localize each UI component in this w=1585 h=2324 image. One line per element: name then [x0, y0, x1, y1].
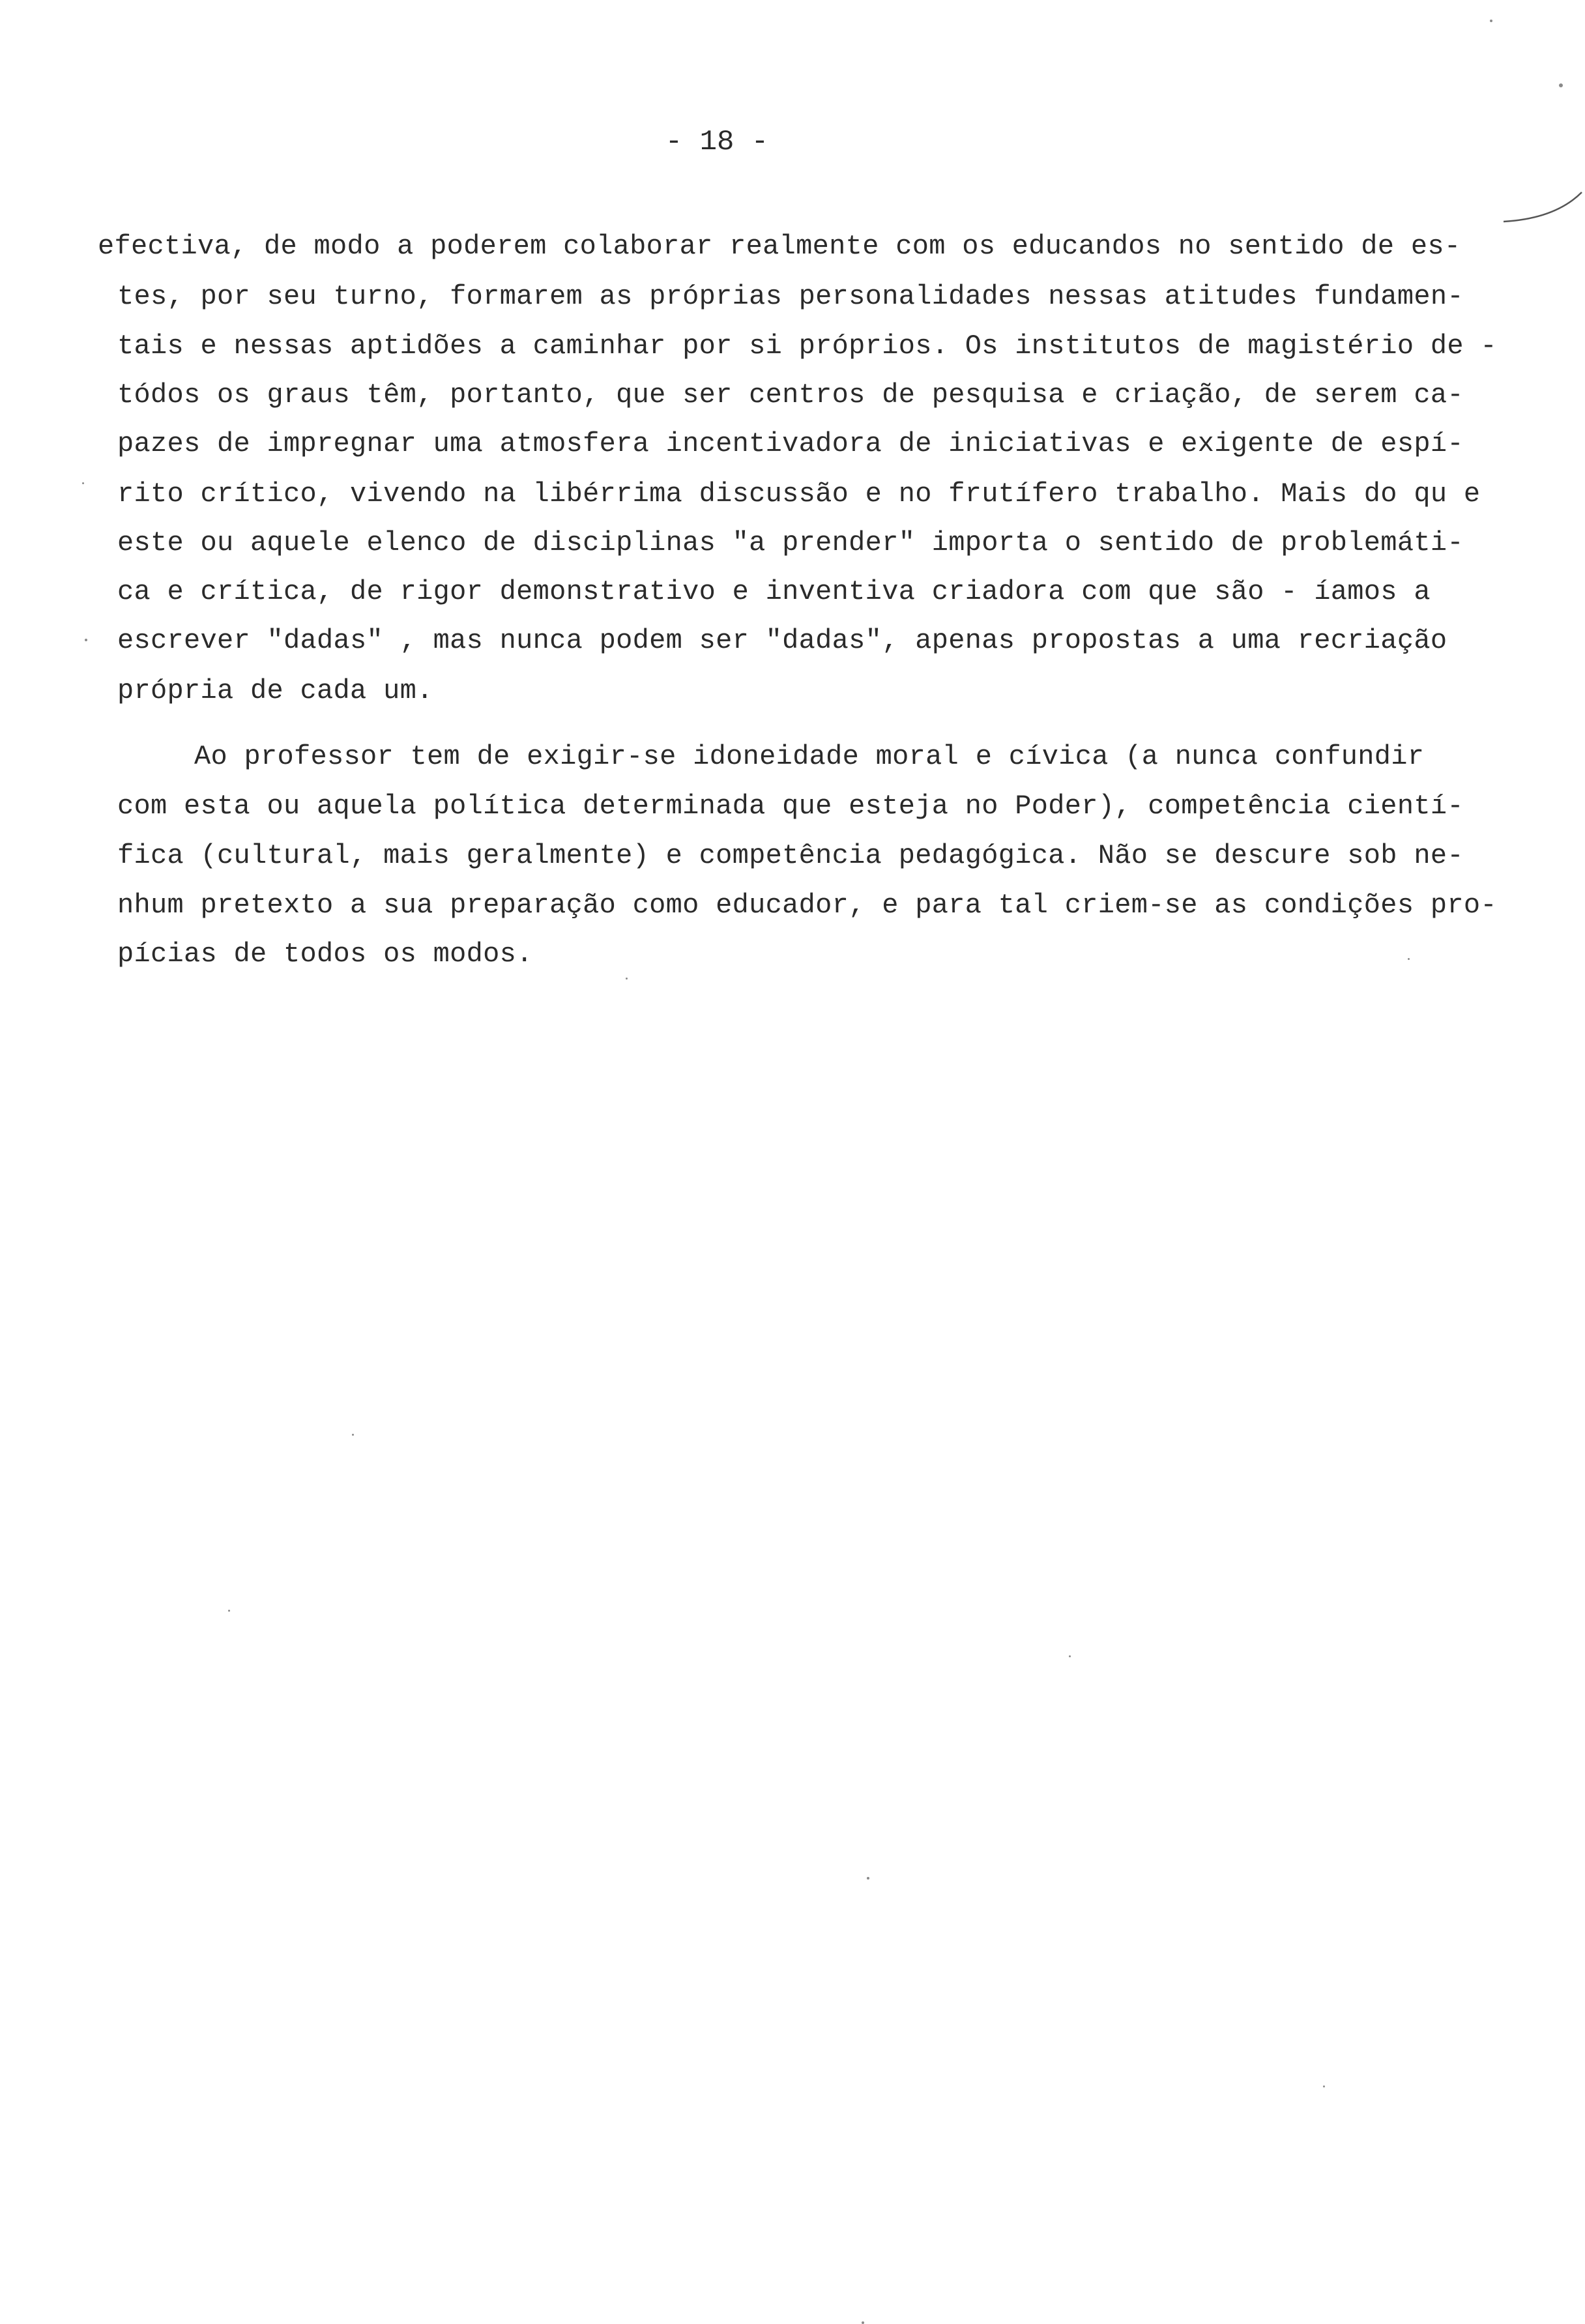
text-line: este ou aquele elenco de disciplinas "a prender" importa o sentido de problemáti-	[117, 527, 1464, 559]
text-line: pazes de impregnar uma atmosfera incentivadora de iniciativas e exigente de espí-	[117, 428, 1464, 459]
text-line: nhum pretexto a sua preparação como educador, e para tal criem-se as condições pro-	[117, 890, 1497, 921]
text-line: efectiva, de modo a poderem colaborar realmente com os educandos no sentido de es-	[98, 231, 1461, 262]
scan-speck	[1490, 20, 1492, 22]
text-line: escrever "dadas" , mas nunca podem ser "dadas", apenas propostas a uma recriação	[117, 625, 1447, 656]
text-line: Ao professor tem de exigir-se idoneidade moral e cívica (a nunca confundir	[194, 741, 1425, 772]
scan-speck	[1323, 2085, 1325, 2087]
page-number: - 18 -	[665, 126, 769, 158]
scan-speck	[228, 1610, 230, 1612]
margin-pen-stroke	[1500, 189, 1585, 228]
scan-speck	[626, 978, 628, 980]
text-line: tais e nessas aptidões a caminhar por si próprios. Os institutos de magistério de -	[117, 330, 1497, 362]
scan-speck	[1408, 958, 1410, 960]
scan-speck	[1069, 1655, 1071, 1657]
text-line: fica (cultural, mais geralmente) e competência pedagógica. Não se descure sob ne-	[117, 840, 1464, 871]
text-line: pícias de todos os modos.	[117, 938, 533, 970]
text-line: ca e crítica, de rigor demonstrativo e inventiva criadora com que são - íamos a	[117, 576, 1431, 607]
scan-speck	[85, 639, 87, 641]
text-line: própria de cada um.	[117, 675, 433, 706]
scan-speck	[82, 482, 84, 484]
text-line: tes, por seu turno, formarem as próprias personalidades nessas atitudes fundamen-	[117, 281, 1464, 312]
text-line: com esta ou aquela política determinada que esteja no Poder), competência cientí-	[117, 791, 1464, 822]
text-line: tódos os graus têm, portanto, que ser centros de pesquisa e criação, de serem ca-	[117, 379, 1464, 411]
scan-speck	[352, 1434, 354, 1436]
scan-speck	[1559, 83, 1563, 87]
scan-speck	[867, 1877, 869, 1880]
scan-speck	[862, 2321, 864, 2324]
text-line: rito crítico, vivendo na libérrima discussão e no frutífero trabalho. Mais do qu e	[117, 478, 1481, 510]
